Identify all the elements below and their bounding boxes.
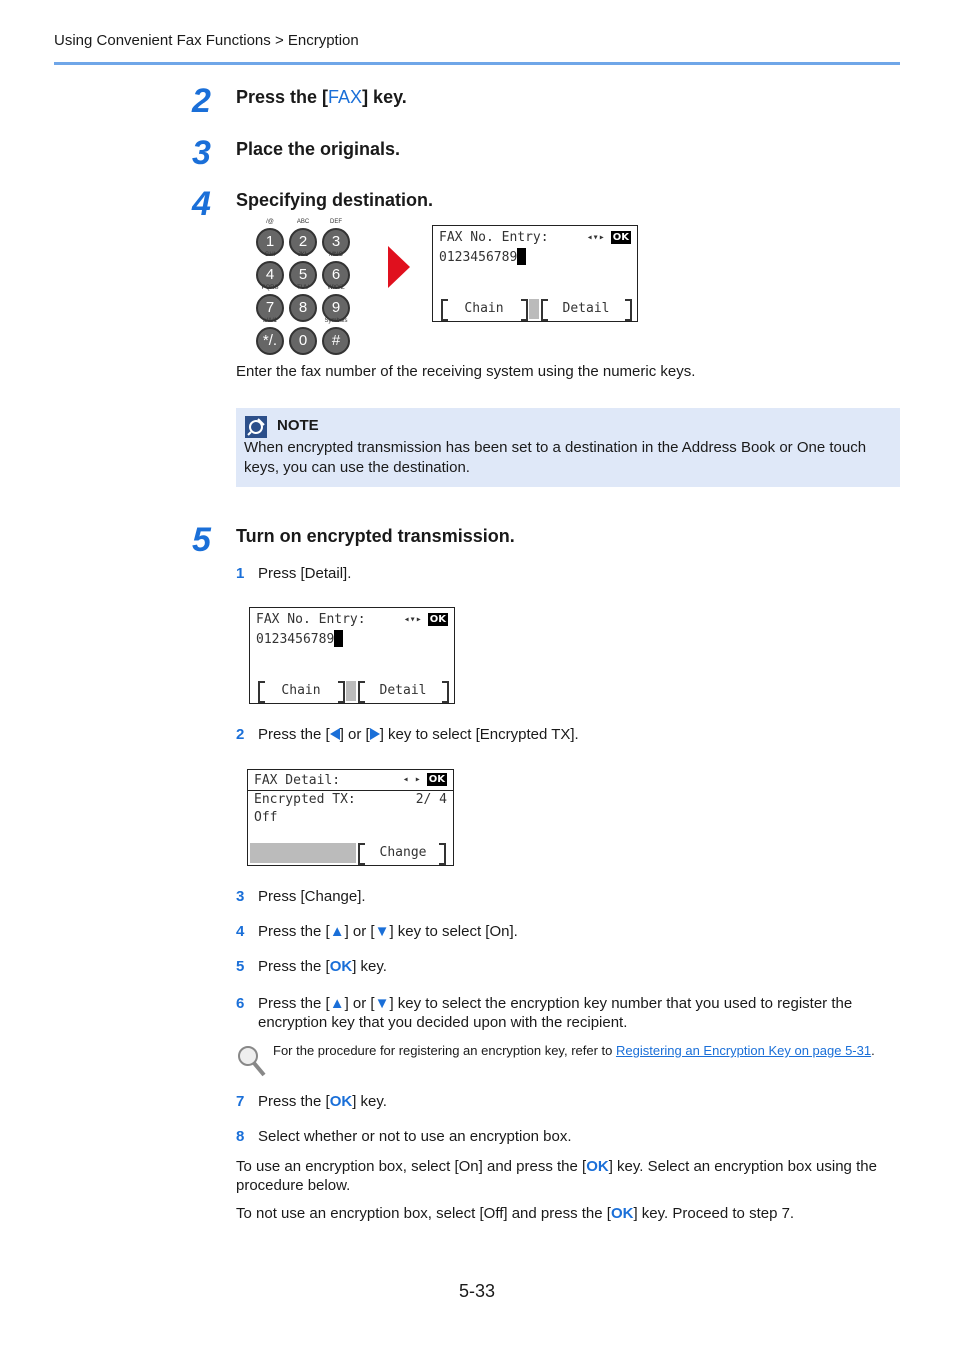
step-title: [236, 87, 407, 108]
substep: [236, 888, 366, 905]
softkey-detail[interactable]: Detail: [379, 683, 427, 698]
substep-text: ] or [: [344, 923, 375, 940]
lcd-title: FAX No. Entry:: [256, 612, 366, 627]
substep: [236, 923, 518, 940]
step-title: Specifying destination.: [236, 190, 434, 210]
substep-text: ] key.: [352, 1093, 387, 1110]
bracket: [338, 681, 345, 703]
key-sublabel: MNO: [329, 252, 343, 258]
paragraph: [236, 1205, 900, 1222]
numeric-key: 5: [289, 261, 317, 289]
breadcrumb: Using Convenient Fax Functions > Encryption: [54, 32, 359, 49]
substep-number: 1: [236, 565, 245, 582]
lcd-value: [439, 248, 526, 265]
right-arrow-icon: [386, 244, 412, 290]
softkey-change[interactable]: Change: [379, 845, 427, 860]
note-box: [236, 408, 900, 487]
substep-number: 6: [236, 995, 245, 1012]
step-text: ] key.: [362, 87, 407, 107]
substep-text: Press the [: [258, 726, 330, 743]
substep-text: Select whether or not to use an encryption box.: [258, 1128, 572, 1145]
bracket: [441, 299, 448, 321]
substep-number: 5: [236, 958, 245, 975]
step-number: 4: [192, 185, 211, 223]
bracket: [541, 299, 548, 321]
numeric-key: 0: [289, 327, 317, 355]
softkey-separator: [346, 681, 356, 701]
ok-key-label: OK: [586, 1158, 609, 1175]
fax-number-value: 0123456789: [256, 632, 335, 647]
substep-text: ] key to select [Encrypted TX].: [379, 726, 579, 743]
softkey-chain[interactable]: Chain: [281, 683, 321, 698]
step-number: 3: [192, 134, 211, 172]
key-sublabel: PQRS: [261, 285, 279, 291]
substep-text: Press [Change].: [258, 888, 366, 905]
numeric-key: 2: [289, 228, 317, 256]
softkey-detail[interactable]: Detail: [562, 301, 610, 316]
key-sublabel: Symbols: [324, 318, 348, 324]
bracket: [442, 681, 449, 703]
key-sublabel: WXYZ: [327, 285, 345, 291]
text-cursor: [334, 630, 343, 647]
substep-text: Press [Detail].: [258, 565, 352, 582]
substep-text: Press the [: [258, 958, 330, 975]
lcd-nav-icons: ◂▾▸ OK: [403, 614, 446, 625]
numeric-key: 6: [322, 261, 350, 289]
numeric-keypad: [252, 218, 356, 352]
substep-number: 4: [236, 923, 245, 940]
substep: [236, 565, 351, 582]
bracket: [258, 681, 265, 703]
substep-text: ] key to select the encryption key number that you used to register the encryption key that you decided upon with the recipient.: [258, 995, 853, 1031]
lcd-line: Off: [254, 810, 278, 825]
numeric-key: 4: [256, 261, 284, 289]
substep-text: ] or [: [344, 995, 375, 1012]
reference-suffix: .: [871, 1043, 875, 1058]
lcd-softkeys: [435, 299, 635, 319]
substep-text: Press the [: [258, 1093, 330, 1110]
note-title: NOTE: [277, 417, 319, 434]
key-sublabel: a/A/1: [262, 318, 277, 324]
note-icon: [245, 416, 267, 438]
numeric-key: 7: [256, 294, 284, 322]
numeric-key: 3: [322, 228, 350, 256]
magnifier-icon: [236, 1044, 266, 1078]
lcd-line: Encrypted TX:: [254, 792, 356, 807]
bracket: [625, 299, 632, 321]
ok-icon: OK: [429, 614, 446, 625]
substep: [236, 958, 387, 975]
ok-key-label: OK: [329, 1093, 353, 1110]
step-text: Press the [: [236, 87, 329, 107]
substep-number: 3: [236, 888, 245, 905]
substep-number: 2: [236, 726, 245, 743]
left-triangle-icon: [330, 728, 340, 740]
substep: [236, 994, 900, 1032]
numeric-key: 8: [289, 294, 317, 322]
substep-text: ] key to select [On].: [389, 923, 518, 940]
bracket: [358, 681, 365, 703]
lcd-page-indicator: 2/ 4: [415, 792, 447, 807]
step-title: Place the originals.: [236, 139, 401, 159]
key-sublabel: JKL: [297, 252, 309, 258]
text-cursor: [517, 248, 526, 265]
key-sublabel: DEF: [330, 219, 342, 225]
paragraph-text: To not use an encryption box, select [Off] and press the [: [236, 1205, 611, 1222]
right-triangle-icon: [370, 728, 380, 740]
substep-text: Press the [: [258, 995, 330, 1012]
substep-text: Press the [: [258, 923, 330, 940]
ok-key-label: OK: [610, 1205, 634, 1222]
bracket: [521, 299, 528, 321]
page-number: 5-33: [459, 1281, 496, 1301]
numeric-key: 9: [322, 294, 350, 322]
substep-number: 8: [236, 1128, 245, 1145]
numeric-key: */.: [256, 327, 284, 355]
reference-text: [273, 1042, 903, 1059]
bracket: [358, 843, 365, 865]
paragraph: [236, 1157, 900, 1195]
substep: [236, 726, 579, 743]
ok-icon: OK: [612, 232, 629, 243]
key-sublabel: ·: [302, 318, 304, 324]
down-arrow-icon: ▼: [374, 923, 390, 940]
lcd-nav-icons: ◂ ▸ OK: [402, 774, 445, 785]
reference-prefix: For the procedure for registering an encryption key, refer to: [273, 1043, 616, 1058]
lcd-screen-fax-detail: [247, 769, 454, 866]
lcd-screen-fax-entry: [249, 607, 455, 704]
key-sublabel: GHI: [264, 252, 276, 258]
substep: [236, 1128, 572, 1145]
lcd-divider: [248, 790, 453, 791]
up-arrow-icon: ▲: [329, 995, 345, 1012]
lcd-value: [256, 630, 343, 647]
up-arrow-icon: ▲: [329, 923, 345, 940]
numeric-key: #: [322, 327, 350, 355]
lcd-softkeys: [250, 843, 451, 863]
ok-key-label: OK: [329, 958, 353, 975]
substep: [236, 1093, 387, 1110]
lcd-title: FAX Detail:: [254, 773, 341, 788]
header-rule: [54, 62, 900, 65]
key-sublabel: ABC: [296, 219, 310, 225]
numeric-key: 1: [256, 228, 284, 256]
ok-icon: OK: [428, 774, 445, 785]
step-number: 2: [192, 82, 211, 120]
lcd-softkeys: [252, 681, 452, 701]
lcd-title: FAX No. Entry:: [439, 230, 549, 245]
softkey-blank: [250, 843, 356, 863]
note-text: When encrypted transmission has been set to a destination in the Address Book or One touch keys, you can use the destination.: [244, 439, 867, 476]
lcd-nav-icons: ◂▾▸ OK: [586, 232, 629, 243]
substep-text: ] or [: [339, 726, 370, 743]
key-sublabel: /@: [266, 219, 274, 225]
bracket: [439, 843, 446, 865]
lcd-screen-fax-entry: [432, 225, 638, 322]
substep-text: ] key.: [352, 958, 387, 975]
substep-number: 7: [236, 1093, 245, 1110]
key-sublabel: TUV: [297, 285, 309, 291]
fax-key-label: FAX: [328, 87, 363, 107]
step-title: Turn on encrypted transmission.: [236, 526, 515, 546]
fax-number-value: 0123456789: [439, 250, 518, 265]
reference-link[interactable]: Registering an Encryption Key on page 5-31: [615, 1043, 872, 1058]
step-body: Enter the fax number of the receiving system using the numeric keys.: [236, 363, 696, 380]
paragraph-text: ] key. Select an encryption box using the procedure below.: [236, 1158, 877, 1194]
softkey-chain[interactable]: Chain: [464, 301, 504, 316]
step-number: 5: [192, 521, 211, 559]
paragraph-text: To use an encryption box, select [On] and press the [: [236, 1158, 587, 1175]
paragraph-text: ] key. Proceed to step 7.: [633, 1205, 795, 1222]
down-arrow-icon: ▼: [374, 995, 390, 1012]
softkey-separator: [529, 299, 539, 319]
